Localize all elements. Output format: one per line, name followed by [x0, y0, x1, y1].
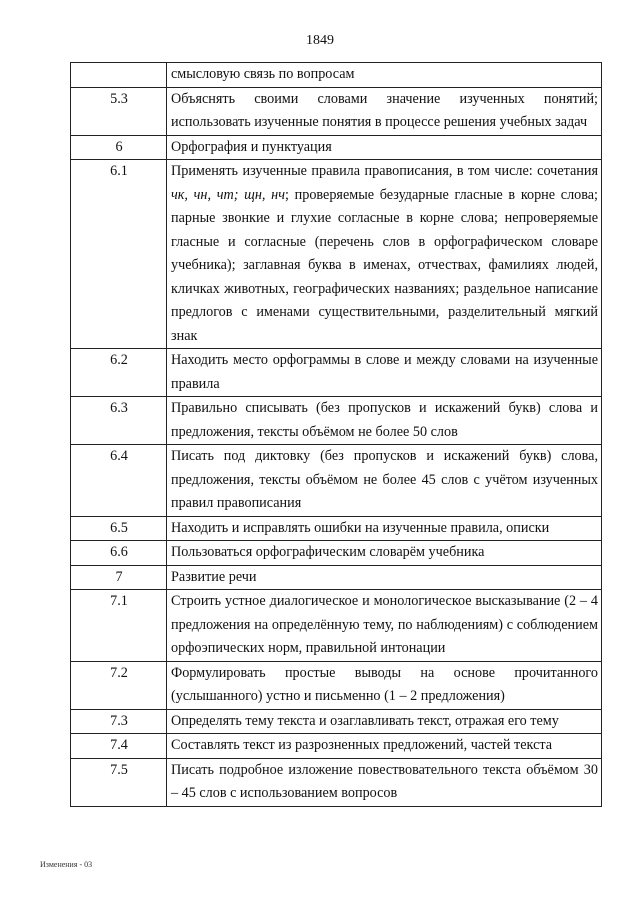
table-row	[71, 590, 602, 662]
page-number: 1849	[306, 33, 334, 48]
row-number: 7.4	[71, 734, 167, 759]
row-text: Находить место орфограммы в слове и между словами на изученные правила	[167, 349, 602, 397]
row-text: Развитие речи	[167, 565, 602, 590]
content-table	[70, 62, 602, 807]
table-row	[71, 516, 602, 541]
row-text: Писать под диктовку (без пропусков и искажений букв) слова, предложения, тексты объёмом не более 45 слов с учётом изученных правил правописания	[167, 445, 602, 517]
row-number: 6.5	[71, 516, 167, 541]
row-text: Объяснять своими словами значение изученных понятий; использовать изученные понятия в процессе решения учебных задач	[167, 87, 602, 135]
row-number: 6.4	[71, 445, 167, 517]
table-row	[71, 758, 602, 806]
table-row	[71, 661, 602, 709]
row-text: Составлять текст из разрозненных предложений, частей текста	[167, 734, 602, 759]
row-text-part: Применять изученные правила правописания, в том числе: сочетания	[171, 163, 598, 179]
row-text: Формулировать простые выводы на основе прочитанного (услышанного) устно и письменно (1 – 2 предложения)	[167, 661, 602, 709]
table-row	[71, 87, 602, 135]
row-text: Находить и исправлять ошибки на изученные правила, описки	[167, 516, 602, 541]
row-number: 7.5	[71, 758, 167, 806]
row-text: смысловую связь по вопросам	[167, 63, 602, 88]
row-text: Определять тему текста и озаглавливать текст, отражая его тему	[167, 709, 602, 734]
table-row	[71, 565, 602, 590]
row-text-italic-part: чк, чн, чт; щн, нч	[171, 186, 285, 203]
row-number: 7.3	[71, 709, 167, 734]
row-number: 7.1	[71, 590, 167, 662]
row-number: 6.3	[71, 397, 167, 445]
row-number: 7.2	[71, 661, 167, 709]
table-row	[71, 709, 602, 734]
row-number: 7	[71, 565, 167, 590]
table-row	[71, 734, 602, 759]
row-number: 6.1	[71, 160, 167, 349]
row-number: 6.2	[71, 349, 167, 397]
table-row	[71, 63, 602, 88]
table-row	[71, 445, 602, 517]
row-text: Правильно списывать (без пропусков и искажений букв) слова и предложения, тексты объёмом не более 50 слов	[167, 397, 602, 445]
row-text-part: ; проверяемые безударные гласные в корне слова; парные звонкие и глухие согласные в корне слова; непроверяемые гласные и согласные (перечень слов в орфографическом словаре учебника); заглавная буква в именах, отчествах, фамилиях людей, кличках животных, географических названиях; раздельное написание предлогов с именами существительными, разделительный мягкий знак	[171, 186, 598, 344]
table-row	[71, 397, 602, 445]
row-text: Орфография и пунктуация	[167, 135, 602, 160]
table-row	[71, 135, 602, 160]
table-row	[71, 349, 602, 397]
row-text: Писать подробное изложение повествовательного текста объёмом 30 – 45 слов с использованием вопросов	[167, 758, 602, 806]
row-number: 5.3	[71, 87, 167, 135]
row-text	[167, 160, 602, 349]
row-number: 6.6	[71, 541, 167, 566]
row-number	[71, 63, 167, 88]
table-row	[71, 160, 602, 349]
footer-note: Изменения - 03	[40, 860, 93, 869]
row-number: 6	[71, 135, 167, 160]
row-text: Пользоваться орфографическим словарём учебника	[167, 541, 602, 566]
table-row	[71, 541, 602, 566]
row-text: Строить устное диалогическое и монологическое высказывание (2 – 4 предложения на определённую тему, по наблюдениям) с соблюдением орфоэпических норм, правильной интонации	[167, 590, 602, 662]
